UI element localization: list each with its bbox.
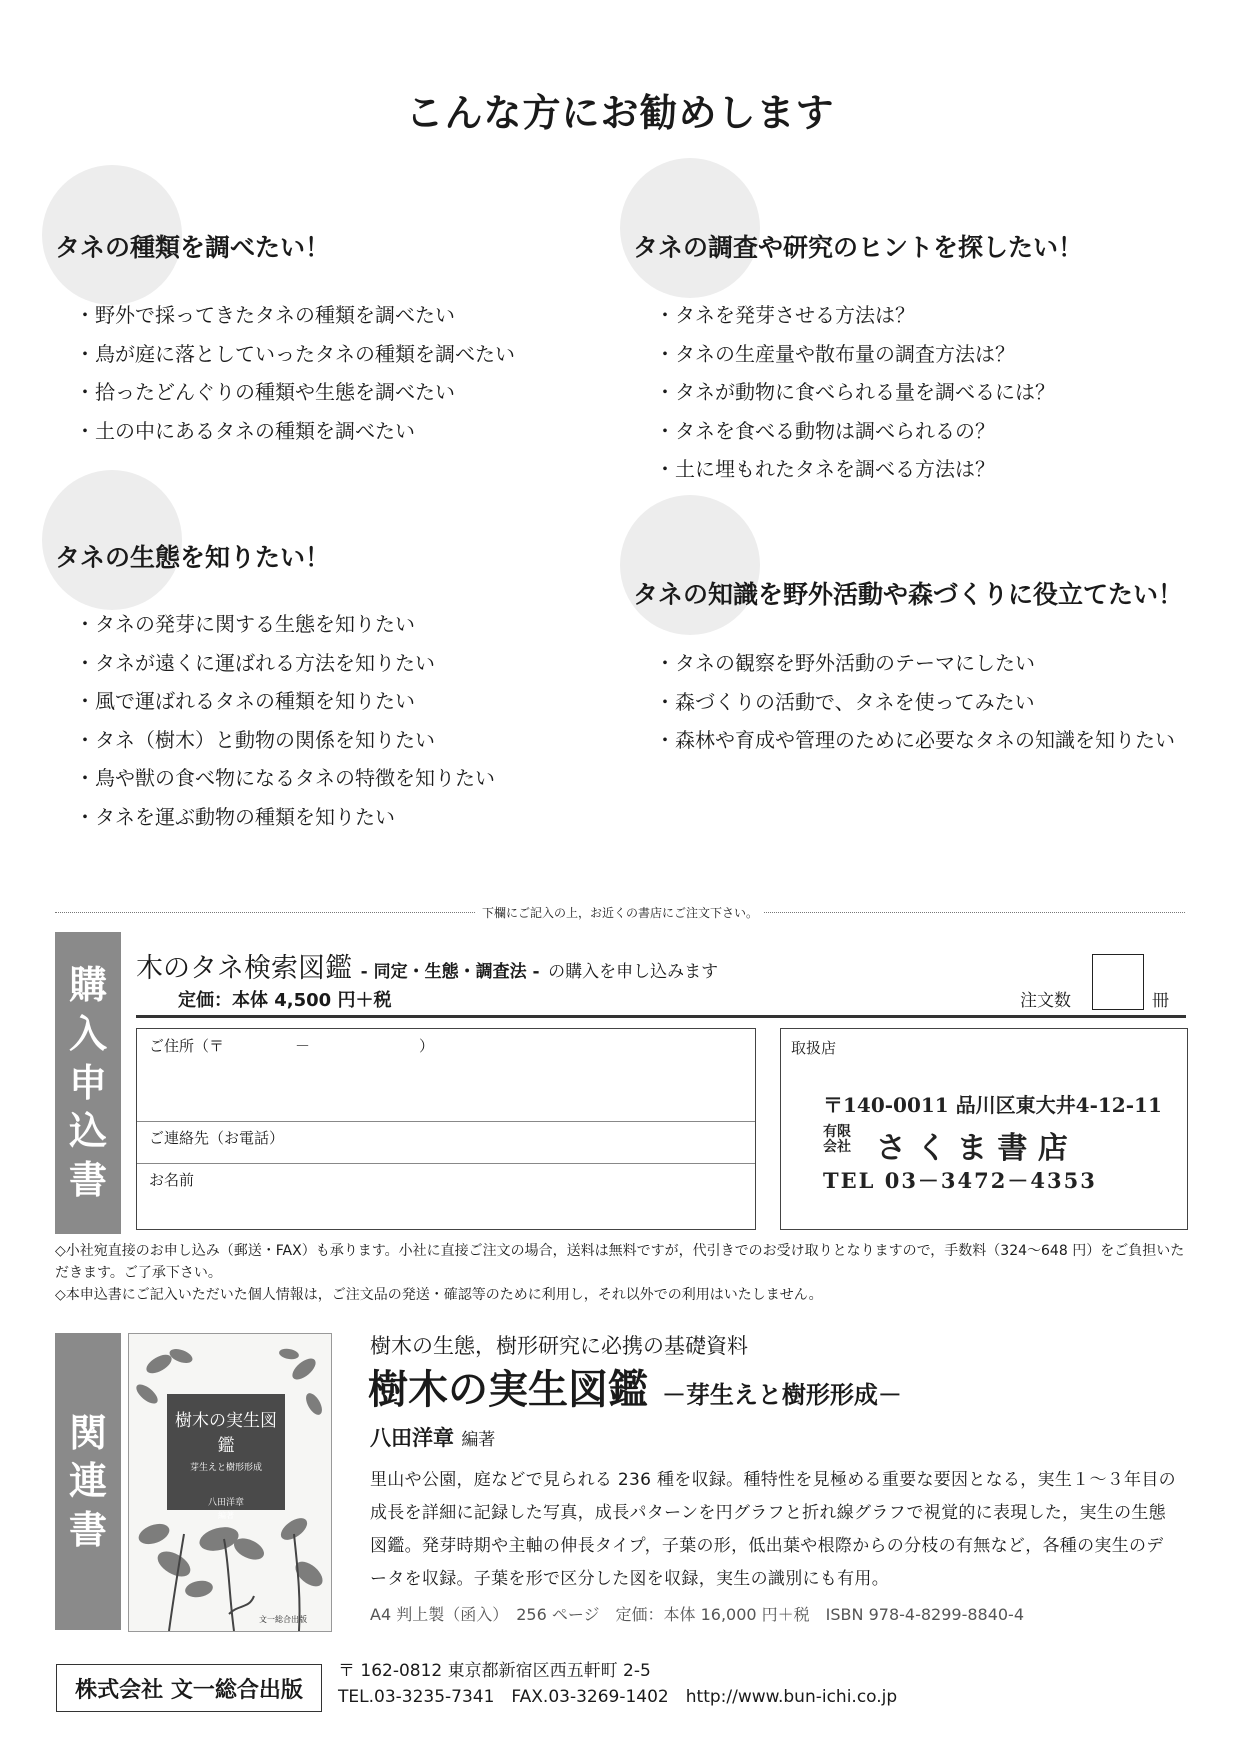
store-stamp-type: 有限 会社 (823, 1124, 851, 1155)
quantity-field[interactable] (1092, 954, 1144, 1010)
cut-line-note: 下欄にご記入の上，お近くの書店にご注文下さい。 (0, 904, 1240, 921)
book-cover-publisher: 文一総合出版 (259, 1615, 307, 1624)
store-stamp-tel: TEL 03－3472－4353 (823, 1168, 1097, 1193)
list-item: ・ タネが動物に食べられる量を調べるには？ (655, 373, 1055, 412)
related-book-side-label: 関 連 書 (55, 1333, 121, 1630)
publisher-name: 株式会社 文一総合出版 (56, 1664, 322, 1712)
category-heading: タネの種類を調べたい！ (55, 233, 331, 262)
related-book-spec: A4 判上製（函入） 256 ページ 定価：本体 16,000 円＋税 ISBN 978-4-8299-8840-4 (370, 1605, 1025, 1624)
list-item: ・ タネの生産量や散布量の調査方法は？ (655, 335, 1055, 374)
list-item: ・ 野外で採ってきたタネの種類を調べたい (75, 296, 515, 335)
customer-form (136, 1028, 756, 1230)
bullet-list (655, 296, 1055, 489)
category-heading: タネの知識を野外活動や森づくりに役立てたい！ (633, 580, 1184, 609)
order-form-side-label: 購 入 申 込 書 (55, 932, 121, 1234)
list-item: ・ 鳥が庭に落としていったタネの種類を調べたい (75, 335, 515, 374)
related-book-author: 八田洋章 編著 (370, 1425, 496, 1450)
address-field[interactable]: ご住所（〒 － ） (137, 1029, 755, 1122)
note-text: ◇本申込書にご記入いただいた個人情報は，ご注文品の発送・確認等のために利用し，それ以外での利用はいたしません。 (55, 1287, 823, 1303)
store-stamp-name: さ く ま 書 店 (876, 1131, 1068, 1166)
list-item: ・ 土に埋もれたタネを調べる方法は？ (655, 450, 1055, 489)
book-cover-image (128, 1333, 332, 1632)
list-item: ・ 拾ったどんぐりの種類や生態を調べたい (75, 373, 515, 412)
list-item: ・ 風で運ばれるタネの種類を知りたい (75, 682, 495, 721)
category-heading: タネの生態を知りたい！ (55, 543, 331, 572)
page-title: こんな方にお勧めします (405, 91, 835, 135)
note-text: ◇小社宛直接のお申し込み（郵送・FAX）も承ります。小社に直接ご注文の場合，送料は無料ですが，代引きでのお受け取りとなりますので，手数料（324～648 円）をご負担いただきます。ご了承下さい。 (55, 1243, 1185, 1281)
quantity-unit: 冊 (1152, 991, 1169, 1011)
list-item: ・ 鳥や獣の食べ物になるタネの特徴を知りたい (75, 759, 495, 798)
list-item: ・ タネを運ぶ動物の種類を知りたい (75, 798, 495, 837)
decorative-circle (620, 495, 760, 635)
list-item: ・ タネの発芽に関する生態を知りたい (75, 605, 495, 644)
order-price: 定価：本体 4,500 円＋税 (178, 990, 392, 1011)
list-item: ・ タネを食べる動物は調べられるの？ (655, 412, 1055, 451)
quantity-label: 注文数 (1020, 991, 1071, 1011)
bullet-list (75, 605, 495, 836)
divider (136, 1015, 1186, 1018)
related-book-description: 里山や公園，庭などで見られる 236 種を収録。種特性を見極める重要な要因となる，実生１～３年目の成長を詳細に記録した写真，成長パターンを円グラフと折れ線グラフで視覚的に表現した，実生の生態図鑑。発芽時期や主軸の伸長タイプ，子葉の形，低出葉や根際からの分枝の有無など，各種の実生のデータを収録。子葉を形で区分した図を収録，実生の識別にも有用。 (370, 1470, 1176, 1589)
store-stamp-address: 〒140-0011 品川区東大井4-12-11 (823, 1093, 1162, 1117)
list-item: ・ 森林や育成や管理のために必要なタネの知識を知りたい (655, 721, 1175, 760)
phone-field[interactable]: ご連絡先（お電話） (137, 1121, 755, 1164)
order-notes (55, 1240, 1195, 1306)
list-item: ・ タネの観察を野外活動のテーマにしたい (655, 644, 1175, 683)
store-box (780, 1028, 1188, 1230)
list-item: ・ 森づくりの活動で、タネを使ってみたい (655, 683, 1175, 722)
related-tagline: 樹木の生態，樹形研究に必携の基礎資料 (370, 1334, 748, 1358)
bullet-list (75, 296, 515, 450)
list-item: ・ 土の中にあるタネの種類を調べたい (75, 412, 515, 451)
list-item: ・ タネ（樹木）と動物の関係を知りたい (75, 721, 495, 760)
related-book-title: 樹木の実生図鑑 －芽生えと樹形形成－ (368, 1367, 902, 1413)
bullet-list (655, 644, 1175, 760)
list-item: ・ タネが遠くに運ばれる方法を知りたい (75, 644, 495, 683)
list-item: ・ タネを発芽させる方法は？ (655, 296, 1055, 335)
order-book-title: 木のタネ検索図鑑 - 同定・生態・調査法 - の購入を申し込みます (136, 953, 719, 984)
name-field[interactable]: お名前 (149, 1171, 195, 1189)
publisher-address: 〒 162-0812 東京都新宿区西五軒町 2-5 TEL.03-3235-7341 FAX.03-3269-1402 http://www.bun-ichi.co.jp (338, 1661, 898, 1707)
category-heading: タネの調査や研究のヒントを探したい！ (633, 233, 1084, 262)
store-label: 取扱店 (791, 1039, 837, 1057)
book-cover-title-box: 樹木の実生図鑑 芽生えと樹形形成 八田洋章 編著 (167, 1394, 285, 1510)
